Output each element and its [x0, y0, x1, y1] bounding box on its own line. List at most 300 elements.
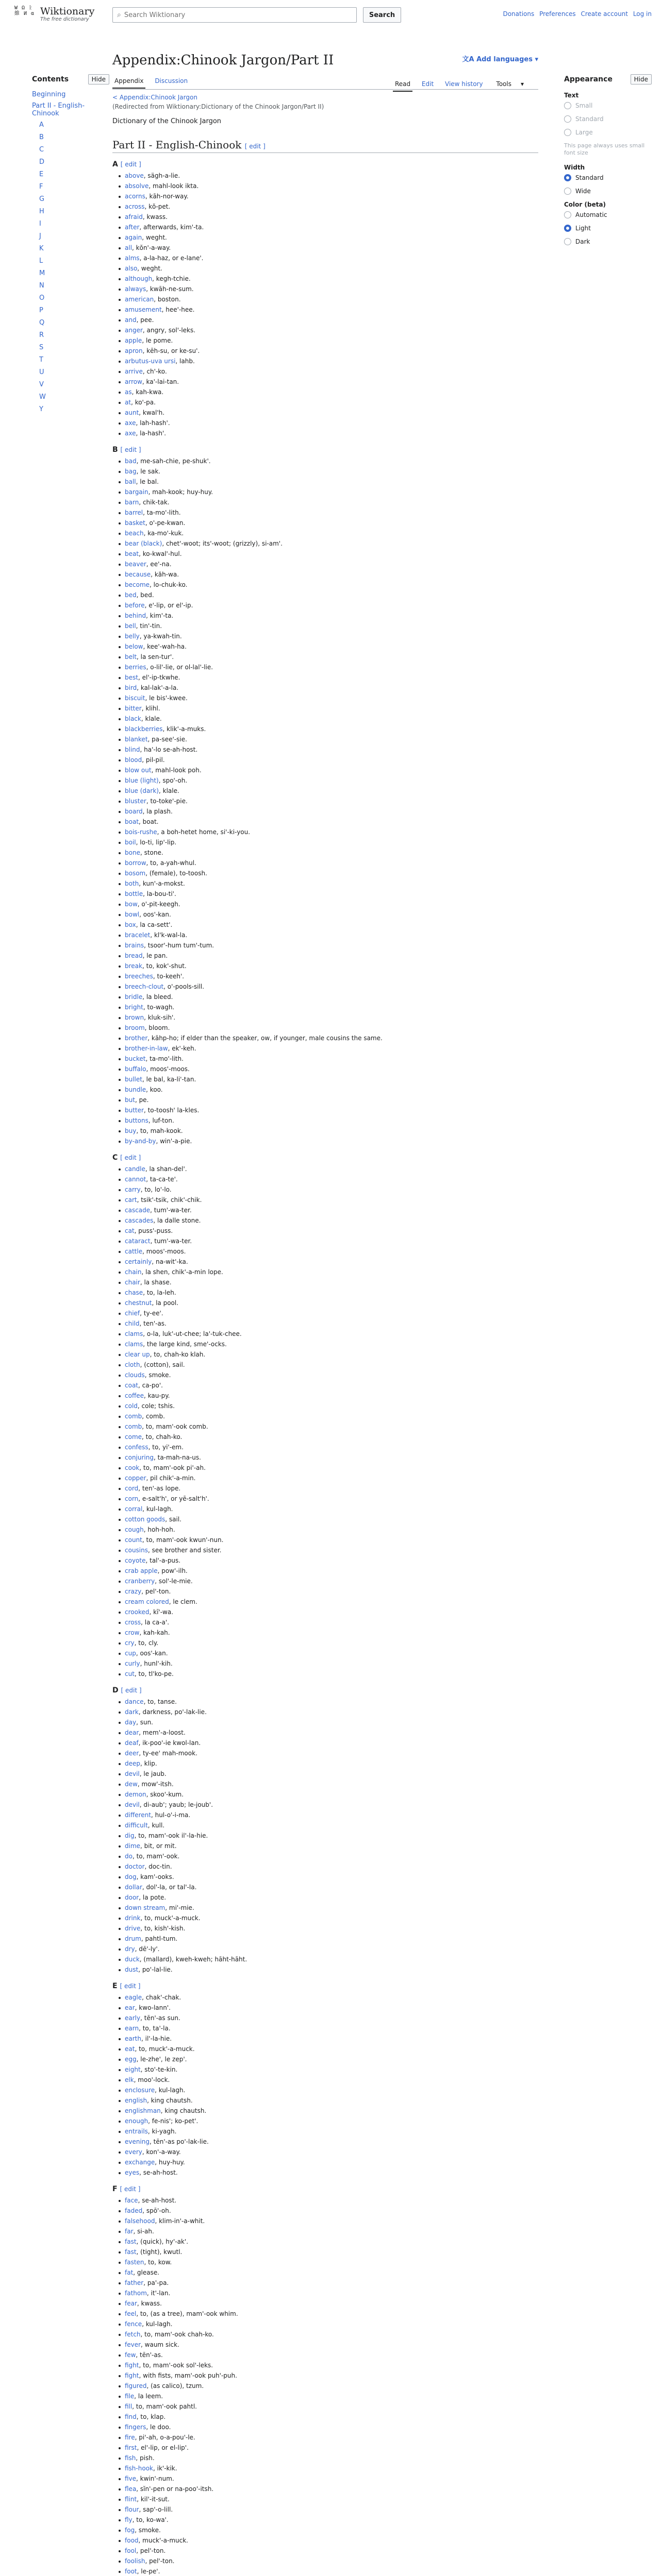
entry-link[interactable]: american [125, 296, 154, 303]
entry-link[interactable]: cannot [125, 1176, 146, 1183]
toc-letter-j[interactable]: J [39, 232, 41, 240]
entry-link[interactable]: bridle [125, 993, 143, 1001]
color-light-radio[interactable]: Light [564, 225, 652, 232]
entry-link[interactable]: cook [125, 1464, 140, 1471]
entry-link[interactable]: dog [125, 1873, 137, 1880]
entry-link[interactable]: broom [125, 1024, 145, 1031]
entry-link[interactable]: every [125, 2148, 142, 2156]
entry-link[interactable]: fasten [125, 2259, 144, 2266]
entry-link[interactable]: bone [125, 849, 140, 856]
entry-link[interactable]: below [125, 643, 143, 650]
entry-link[interactable]: dark [125, 1708, 139, 1716]
entry-link[interactable]: bad [125, 457, 137, 465]
entry-link[interactable]: door [125, 1894, 139, 1901]
entry-link[interactable]: copper [125, 1475, 146, 1482]
entry-link[interactable]: drive [125, 1925, 141, 1932]
entry-link[interactable]: chair [125, 1279, 140, 1286]
tab-read[interactable]: Read [393, 77, 412, 92]
entry-link[interactable]: after [125, 224, 140, 231]
entry-link[interactable]: apple [125, 337, 142, 344]
tab-view-history[interactable]: View history [445, 80, 483, 88]
entry-link[interactable]: cascade [125, 1207, 151, 1214]
list-item: fear, kwass. [125, 2298, 538, 2309]
entry-link[interactable]: behind [125, 612, 146, 619]
entry-link[interactable]: child [125, 1320, 140, 1327]
entry-link[interactable]: bell [125, 622, 136, 630]
entry-link[interactable]: do [125, 1853, 133, 1860]
entry-link[interactable]: falsehood [125, 2217, 155, 2225]
entry-link[interactable]: faded [125, 2207, 143, 2214]
list-item: eagle, chak'-chak. [125, 1992, 538, 2003]
toc-letter-b[interactable]: B [39, 133, 44, 141]
entry-link[interactable]: all [125, 244, 133, 251]
entry-link[interactable]: cut [125, 1670, 135, 1677]
entry-link[interactable]: foolish [125, 2557, 145, 2565]
letter-label: C [112, 1154, 118, 1162]
entry-link[interactable]: cousins [125, 1547, 148, 1554]
entry-link[interactable]: fish-hook [125, 2465, 153, 2472]
toc-letter-u[interactable]: U [39, 368, 44, 376]
entry-link[interactable]: fog [125, 2527, 135, 2534]
entry-link[interactable]: earth [125, 2035, 141, 2042]
entry-link[interactable]: coat [125, 1382, 138, 1389]
entry-link[interactable]: evening [125, 2138, 150, 2145]
entry-link[interactable]: brown [125, 1014, 144, 1021]
entry-link[interactable]: but [125, 1096, 135, 1104]
entry-link[interactable]: dew [125, 1781, 138, 1788]
entry-link[interactable]: cataract [125, 1238, 151, 1245]
toc-letter-l[interactable]: L [39, 257, 43, 265]
list-item: fence, kul-lagh. [125, 2319, 538, 2329]
entry-link[interactable]: bluster [125, 798, 146, 805]
site-logo[interactable] [14, 5, 94, 23]
entry-link[interactable]: coyote [125, 1557, 146, 1564]
entry-link[interactable]: dear [125, 1729, 139, 1736]
entry-link[interactable]: drink [125, 1914, 141, 1922]
entry-link[interactable]: blood [125, 756, 142, 764]
entry-link[interactable]: alms [125, 255, 140, 262]
entry-link[interactable]: cascades [125, 1217, 154, 1224]
entry-link[interactable]: fathom [125, 2290, 147, 2297]
width-standard-radio[interactable]: Standard [564, 174, 652, 181]
edit-link[interactable]: [ edit ] [244, 143, 266, 150]
entry-link[interactable]: fire [125, 2434, 135, 2441]
entry-link[interactable]: apron [125, 347, 143, 354]
toc-letter-f[interactable]: F [39, 183, 43, 191]
entry-link[interactable]: biscuit [125, 694, 145, 702]
entry-link[interactable]: basket [125, 519, 145, 527]
toc-letter-h[interactable]: H [39, 208, 44, 215]
toc-letter-c[interactable]: C [39, 146, 44, 154]
entry-link[interactable]: first [125, 2444, 137, 2451]
entry-link[interactable]: breeches [125, 973, 153, 980]
preferences-link[interactable]: Preferences [539, 10, 576, 18]
toc-letter-r[interactable]: R [39, 331, 44, 339]
entry-link[interactable]: blackberries [125, 725, 163, 733]
entry-link[interactable]: crazy [125, 1588, 142, 1595]
entry-link[interactable]: count [125, 1536, 142, 1544]
entry-link[interactable]: englishman [125, 2107, 161, 2114]
entry-link[interactable]: butter [125, 1107, 144, 1114]
entry-link[interactable]: comb [125, 1423, 142, 1430]
entry-link[interactable]: clams [125, 1330, 143, 1337]
entry-link[interactable]: dust [125, 1966, 139, 1973]
toc-item-part-ii[interactable]: Part II - English-Chinook [32, 102, 85, 117]
tab-appendix[interactable]: Appendix [112, 74, 145, 89]
toc-letter-p[interactable]: P [39, 307, 43, 314]
entry-link[interactable]: brains [125, 942, 144, 949]
entry-link[interactable]: bitter [125, 705, 142, 712]
letter-edit-link[interactable]: [ edit ] [120, 1154, 141, 1161]
entry-link[interactable]: at [125, 399, 131, 406]
entry-link[interactable]: bullet [125, 1076, 142, 1083]
entry-link[interactable]: blue (light) [125, 777, 159, 784]
entry-link[interactable]: arrive [125, 368, 143, 375]
entry-link[interactable]: difficult [125, 1822, 148, 1829]
entry-link[interactable]: breech-clout [125, 983, 164, 990]
entry-link[interactable]: deep [125, 1760, 140, 1767]
create-account-link[interactable]: Create account [581, 10, 628, 18]
entry-link[interactable]: brother [125, 1035, 148, 1042]
letter-edit-link[interactable]: [ edit ] [120, 1982, 141, 1990]
login-link[interactable]: Log in [633, 10, 652, 18]
entry-link[interactable]: buffalo [125, 1065, 146, 1073]
tab-discussion[interactable]: Discussion [155, 77, 188, 84]
entry-link[interactable]: demon [125, 1791, 146, 1798]
entry-link[interactable]: bowl [125, 911, 140, 918]
list-item: come, to, chah-ko. [125, 1432, 538, 1442]
entry-link[interactable]: clouds [125, 1371, 145, 1379]
entry-link[interactable]: arrow [125, 378, 142, 385]
letter-edit-link[interactable]: [ edit ] [120, 446, 141, 453]
donations-link[interactable]: Donations [503, 10, 535, 18]
entry-link[interactable]: fast [125, 2238, 137, 2245]
list-item: board, la plash. [125, 806, 538, 817]
entry-link[interactable]: dry [125, 1945, 135, 1953]
toc-letter-g[interactable]: G [39, 195, 45, 203]
entry-link[interactable]: chief [125, 1310, 140, 1317]
toc-letter-t[interactable]: T [39, 356, 43, 364]
entry-link[interactable]: cat [125, 1227, 135, 1234]
toc-letter-k[interactable]: K [39, 245, 44, 252]
toc-letter-m[interactable]: M [39, 269, 45, 277]
entry-link[interactable]: english [125, 2097, 147, 2104]
entry-link[interactable]: clear up [125, 1351, 150, 1358]
entry-link[interactable]: box [125, 921, 136, 928]
tab-edit[interactable]: Edit [421, 80, 434, 88]
list-item: alms, a-la-haz, or e-lane'. [125, 253, 538, 263]
entry-link[interactable]: beach [125, 530, 144, 537]
entry-link[interactable]: borrow [125, 859, 146, 867]
entry-link[interactable]: drum [125, 1935, 141, 1942]
entry-link[interactable]: clams [125, 1341, 143, 1348]
entry-link[interactable]: feel [125, 2310, 137, 2317]
toc-hide-button[interactable]: Hide [88, 74, 109, 84]
entry-link[interactable]: cotton goods [125, 1516, 166, 1523]
entry-link[interactable]: fight [125, 2362, 139, 2369]
appearance-hide-button[interactable]: Hide [631, 74, 652, 84]
entry-link[interactable]: father [125, 2279, 144, 2286]
entry-link[interactable]: bright [125, 1004, 143, 1011]
entry-link[interactable]: conjuring [125, 1454, 154, 1461]
letter-edit-link[interactable]: [ edit ] [121, 1687, 142, 1694]
entry-link[interactable]: cross [125, 1619, 141, 1626]
entry-link[interactable]: devil [125, 1770, 140, 1777]
entry-link[interactable]: both [125, 880, 139, 887]
entry-link[interactable]: flea [125, 2485, 137, 2493]
entry-link[interactable]: acorns [125, 193, 145, 200]
entry-link[interactable]: face [125, 2197, 138, 2204]
entry-link[interactable]: dig [125, 1832, 135, 1839]
entry-link[interactable]: also [125, 265, 138, 272]
entry-link[interactable]: few [125, 2351, 136, 2359]
entry-link[interactable]: come [125, 1433, 142, 1440]
entry-link[interactable]: carry [125, 1186, 141, 1193]
entry-link[interactable]: beat [125, 550, 139, 557]
entry-link[interactable]: absolve [125, 182, 149, 190]
entry-link[interactable]: above [125, 172, 144, 179]
entry-link[interactable]: deaf [125, 1739, 139, 1747]
entry-link[interactable]: eyes [125, 2169, 140, 2176]
toc-letter-s[interactable]: S [39, 344, 44, 351]
entry-link[interactable]: elk [125, 2076, 134, 2083]
section-edit-link[interactable] [245, 143, 266, 150]
entry-link[interactable]: belly [125, 633, 140, 640]
list-item: axe, la-hash'. [125, 428, 538, 438]
list-item: cotton goods, sail. [125, 1514, 538, 1524]
entry-link[interactable]: boat [125, 818, 139, 825]
entry-link[interactable]: bucket [125, 1055, 146, 1062]
entry-link[interactable]: barrel [125, 509, 143, 516]
entry-link[interactable]: boil [125, 839, 136, 846]
entry-link[interactable]: before [125, 602, 145, 609]
toc-item-beginning[interactable]: Beginning [32, 91, 66, 98]
entry-link[interactable]: across [125, 203, 145, 210]
width-wide-radio[interactable]: Wide [564, 188, 652, 195]
entry-link[interactable]: amusement [125, 306, 162, 313]
toc-letter-i[interactable]: I [39, 220, 41, 228]
entry-link[interactable]: devil [125, 1801, 140, 1808]
entry-link[interactable]: food [125, 2537, 139, 2544]
entry-link[interactable]: entrails [125, 2128, 148, 2135]
entry-link[interactable]: different [125, 1811, 151, 1819]
entry-link[interactable]: early [125, 2014, 141, 2022]
entry-link[interactable]: enough [125, 2117, 148, 2125]
entry-link[interactable]: although [125, 275, 153, 282]
entry-link[interactable]: corn [125, 1495, 139, 1502]
entry-link[interactable]: exchange [125, 2159, 155, 2166]
entry-link[interactable]: chain [125, 1268, 142, 1276]
entry-link[interactable]: as [125, 388, 132, 396]
tab-tools[interactable] [492, 74, 533, 94]
entry-link[interactable]: flint [125, 2496, 137, 2503]
toc-letter-a[interactable]: A [39, 121, 44, 129]
search-input[interactable] [124, 11, 356, 19]
entry-link[interactable]: buy [125, 1127, 137, 1134]
entry-link[interactable]: become [125, 581, 150, 588]
entry-link[interactable]: black [125, 715, 141, 722]
entry-link[interactable]: fear [125, 2300, 137, 2307]
entry-link[interactable]: eat [125, 2045, 135, 2053]
entry-link[interactable]: beaver [125, 561, 146, 568]
entry-link[interactable]: foot [125, 2568, 137, 2575]
entry-link[interactable]: bread [125, 952, 143, 959]
entry-link[interactable]: aunt [125, 409, 139, 416]
entry-link[interactable]: cattle [125, 1248, 143, 1255]
entry-link[interactable]: fill [125, 2403, 133, 2410]
entry-link[interactable]: fish [125, 2454, 136, 2462]
entry-link[interactable]: barn [125, 499, 139, 506]
entry-link[interactable]: axe [125, 430, 136, 437]
entry-link[interactable]: fat [125, 2269, 134, 2276]
entry-link[interactable]: find [125, 2413, 137, 2420]
entry-link[interactable]: cart [125, 1196, 137, 1204]
entry-link[interactable]: confess [125, 1444, 148, 1451]
entry-link[interactable]: axe [125, 419, 136, 427]
entry-link[interactable]: by-and-by [125, 1138, 156, 1145]
entry-link[interactable]: duck [125, 1956, 140, 1963]
entry-link[interactable]: bird [125, 684, 137, 691]
letter-edit-link[interactable]: [ edit ] [120, 161, 141, 168]
entry-link[interactable]: chestnut [125, 1299, 152, 1307]
search-box [112, 7, 357, 23]
toc-letter-d[interactable]: D [39, 158, 45, 166]
toc-letter-e[interactable]: E [39, 171, 44, 178]
entry-link[interactable]: flour [125, 2506, 139, 2513]
entry-link[interactable]: candle [125, 1165, 145, 1173]
list-item: crooked, kī'-wa. [125, 1607, 538, 1617]
entry-link[interactable]: buttons [125, 1117, 148, 1124]
entry-link[interactable]: blind [125, 746, 140, 753]
entry-link[interactable]: cup [125, 1650, 136, 1657]
entry-link[interactable]: five [125, 2475, 137, 2482]
entry-link[interactable]: cry [125, 1639, 135, 1647]
user-links [500, 10, 652, 18]
entry-link[interactable]: fly [125, 2516, 133, 2523]
entry-link[interactable]: and [125, 316, 137, 324]
list-item: although, kegh-tchie. [125, 274, 538, 284]
toc-letter-v[interactable]: V [39, 381, 44, 388]
entry-link[interactable]: corral [125, 1505, 143, 1513]
entry-link[interactable]: enclosure [125, 2087, 155, 2094]
entry-link[interactable]: fingers [125, 2424, 146, 2431]
entry-link[interactable]: bottle [125, 890, 143, 897]
entry-link[interactable]: cranberry [125, 1578, 155, 1585]
back-link[interactable]: < Appendix:Chinook Jargon [112, 94, 197, 101]
entry-link[interactable]: blue (dark) [125, 787, 159, 794]
entry-link[interactable]: bracelet [125, 931, 151, 939]
entry-link[interactable]: chase [125, 1289, 143, 1296]
entry-link[interactable]: bundle [125, 1086, 146, 1093]
entry-link[interactable]: fool [125, 2547, 137, 2554]
toc-letter-q[interactable]: Q [39, 319, 45, 327]
entry-link[interactable]: bag [125, 468, 137, 475]
entry-link[interactable]: cloth [125, 1361, 140, 1368]
entry-link[interactable]: fence [125, 2320, 142, 2328]
entry-link[interactable]: earn [125, 2025, 139, 2032]
entry-link[interactable]: berries [125, 664, 146, 671]
entry-link[interactable]: crow [125, 1629, 140, 1636]
list-item: confess, to, yi'-em. [125, 1442, 538, 1452]
entry-link[interactable]: deer [125, 1750, 139, 1757]
entry-link[interactable]: bear (black) [125, 540, 162, 547]
entry-link[interactable]: file [125, 2393, 135, 2400]
entry-link[interactable]: fast [125, 2248, 137, 2256]
toc-letter-n[interactable]: N [39, 282, 44, 290]
entry-link[interactable]: certainly [125, 1258, 152, 1265]
color-automatic-radio[interactable]: Automatic [564, 211, 652, 218]
entry-link[interactable]: brother-in-law [125, 1045, 168, 1052]
entry-link[interactable]: crab apple [125, 1567, 158, 1574]
entry-link[interactable]: curly [125, 1660, 140, 1667]
list-item: cook, to, mam'-ook pi'-ah. [125, 1463, 538, 1473]
entry-link[interactable]: always [125, 285, 146, 293]
entry-link[interactable]: ear [125, 2004, 135, 2011]
entry-link[interactable]: bois-rushe [125, 828, 157, 836]
letter-edit-link[interactable]: [ edit ] [120, 2185, 141, 2193]
entry-link[interactable]: doctor [125, 1863, 145, 1870]
entry-link[interactable]: eight [125, 2066, 141, 2073]
entry-link[interactable]: ball [125, 478, 136, 485]
entry-link[interactable]: cord [125, 1485, 139, 1492]
entry-link[interactable]: bow [125, 901, 138, 908]
entry-link[interactable]: eagle [125, 1994, 142, 2001]
entry-link[interactable]: arbutus-uva ursi [125, 358, 176, 365]
list-item: first, el'-lip, or el-lip'. [125, 2443, 538, 2453]
entry-link[interactable]: cold [125, 1402, 138, 1410]
toc-letter-y[interactable]: Y [39, 405, 43, 413]
search-button[interactable]: Search [363, 7, 401, 23]
entry-link[interactable]: far [125, 2228, 134, 2235]
entry-link[interactable]: break [125, 962, 142, 970]
list-item: arrive, ch'-ko. [125, 366, 538, 377]
entry-link[interactable]: board [125, 808, 143, 815]
entry-link[interactable]: blanket [125, 736, 148, 743]
entry-link[interactable]: belt [125, 653, 137, 660]
entry-link[interactable]: because [125, 571, 151, 578]
list-item: elk, moo'-lock. [125, 2075, 538, 2085]
entry-link[interactable]: crooked [125, 1608, 150, 1616]
entry-link[interactable]: figured [125, 2382, 147, 2389]
toc-letter-o[interactable]: O [39, 294, 45, 302]
entry-link[interactable]: cream colored [125, 1598, 169, 1605]
entry-link[interactable]: dance [125, 1698, 144, 1705]
entry-link[interactable]: bed [125, 591, 137, 599]
entry-link[interactable]: fever [125, 2341, 141, 2348]
entry-link[interactable]: egg [125, 2056, 137, 2063]
entry-link[interactable]: comb [125, 1413, 142, 1420]
color-dark-radio[interactable]: Dark [564, 238, 652, 245]
entry-link[interactable]: afraid [125, 213, 143, 221]
entry-link[interactable]: anger [125, 327, 143, 334]
entry-link[interactable]: dollar [125, 1884, 142, 1891]
entry-link[interactable]: best [125, 674, 138, 681]
entry-link[interactable]: dime [125, 1842, 141, 1850]
entry-link[interactable]: coffee [125, 1392, 144, 1399]
entry-link[interactable]: bargain [125, 488, 148, 496]
entry-link[interactable]: bosom [125, 870, 146, 877]
entry-link[interactable]: fight [125, 2372, 139, 2379]
entry-link[interactable]: again [125, 234, 142, 241]
entry-link[interactable]: fetch [125, 2331, 141, 2338]
list-item: dust, po'-lal-lie. [125, 1964, 538, 1975]
add-languages-button[interactable] [462, 54, 538, 63]
entry-link[interactable]: down stream [125, 1904, 166, 1911]
entry-link[interactable]: day [125, 1719, 137, 1726]
entry-link[interactable]: blow out [125, 767, 152, 774]
entry-link[interactable]: cough [125, 1526, 144, 1533]
toc-letter-w[interactable]: W [39, 393, 46, 401]
